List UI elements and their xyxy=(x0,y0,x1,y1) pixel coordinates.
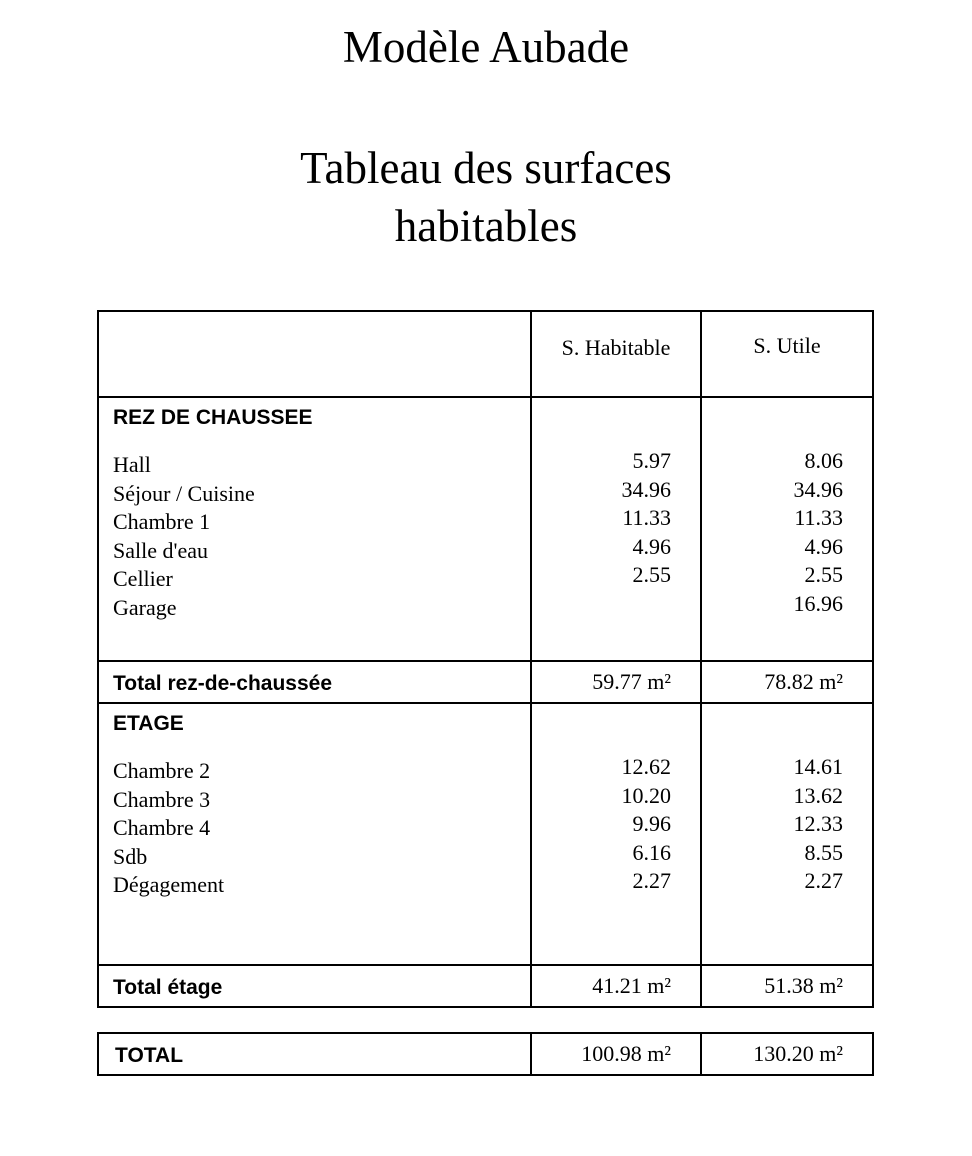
room-name: Séjour / Cuisine xyxy=(113,480,255,506)
row-spacer xyxy=(702,712,843,753)
room-name: Salle d'eau xyxy=(113,537,208,563)
row-spacer xyxy=(532,712,671,753)
room-name: Garage xyxy=(113,594,177,620)
surfaces-table xyxy=(97,310,874,1008)
etage-utile-cell xyxy=(701,703,873,965)
etage-habitable-values xyxy=(532,704,700,896)
surface-value-utile: 16.96 xyxy=(793,590,843,616)
total-etage-utile: 51.38 m² xyxy=(701,965,873,1007)
header-empty-cell xyxy=(98,311,531,397)
surface-value-utile: 11.33 xyxy=(794,505,843,531)
room-name: Chambre 4 xyxy=(113,815,211,841)
section-rez-de-chaussee xyxy=(98,397,873,661)
total-rez-utile: 78.82 m² xyxy=(701,661,873,703)
surface-value-habitable: 5.97 xyxy=(632,448,671,473)
grand-total-row xyxy=(98,1033,873,1075)
rez-utile-cell xyxy=(701,397,873,661)
surface-value-utile: 34.96 xyxy=(793,476,843,502)
surface-value-habitable: 34.96 xyxy=(621,476,671,502)
grand-total-habitable: 100.98 m² xyxy=(531,1033,701,1075)
column-header-habitable: S. Habitable xyxy=(531,311,701,397)
total-etage-label: Total étage xyxy=(98,965,531,1007)
etage-room-names xyxy=(99,736,530,900)
surface-value-habitable xyxy=(532,590,671,619)
grand-total-table xyxy=(97,1032,874,1076)
room-name: Chambre 3 xyxy=(113,786,211,812)
etage-names-cell xyxy=(98,703,531,965)
room-name: Dégagement xyxy=(113,872,225,898)
total-etage-row xyxy=(98,965,873,1007)
surface-value-habitable: 2.55 xyxy=(632,562,671,588)
total-rez-habitable: 59.77 m² xyxy=(531,661,701,703)
section-title-rez: REZ DE CHAUSSEE xyxy=(113,406,313,429)
total-rez-row xyxy=(98,661,873,703)
surface-value-utile: 4.96 xyxy=(804,533,843,559)
section-title-etage: ETAGE xyxy=(113,712,184,735)
table-header-row xyxy=(98,311,873,397)
surface-value-utile: 14.61 xyxy=(793,754,843,779)
subtitle-line-1: Tableau des surfaces xyxy=(300,143,672,193)
room-name: Sdb xyxy=(113,843,148,869)
etage-habitable-cell xyxy=(531,703,701,965)
grand-total-utile: 130.20 m² xyxy=(701,1033,873,1075)
rez-names-cell xyxy=(98,397,531,661)
surface-value-habitable: 12.62 xyxy=(621,754,671,779)
surface-value-habitable: 9.96 xyxy=(632,811,671,837)
surface-value-habitable: 6.16 xyxy=(632,839,671,865)
surface-value-utile: 12.33 xyxy=(793,811,843,837)
subtitle-line-2: habitables xyxy=(394,201,578,251)
room-name: Chambre 2 xyxy=(113,758,211,783)
document-subtitle xyxy=(0,139,972,255)
surface-value-habitable: 2.27 xyxy=(632,868,671,894)
row-spacer xyxy=(532,406,671,447)
section-etage xyxy=(98,703,873,965)
rez-room-names xyxy=(99,430,530,623)
column-header-utile: S. Utile xyxy=(701,311,873,397)
document-title: Modèle Aubade xyxy=(342,22,630,72)
total-rez-label: Total rez-de-chaussée xyxy=(98,661,531,703)
surface-value-utile: 13.62 xyxy=(793,782,843,808)
rez-utile-values xyxy=(702,398,872,619)
grand-total-label: TOTAL xyxy=(98,1033,531,1075)
surface-value-utile: 8.06 xyxy=(804,448,843,473)
row-spacer xyxy=(702,406,843,447)
rez-habitable-cell xyxy=(531,397,701,661)
surface-value-habitable: 11.33 xyxy=(622,505,671,531)
surface-value-utile: 8.55 xyxy=(804,839,843,865)
room-name: Hall xyxy=(113,452,151,477)
surface-value-habitable: 4.96 xyxy=(632,533,671,559)
rez-habitable-values xyxy=(532,398,700,619)
surface-value-habitable: 10.20 xyxy=(621,782,671,808)
etage-utile-values xyxy=(702,704,872,896)
total-etage-habitable: 41.21 m² xyxy=(531,965,701,1007)
surface-value-utile: 2.27 xyxy=(804,868,843,894)
room-name: Chambre 1 xyxy=(113,509,211,535)
surface-value-utile: 2.55 xyxy=(804,562,843,588)
room-name: Cellier xyxy=(113,566,173,592)
